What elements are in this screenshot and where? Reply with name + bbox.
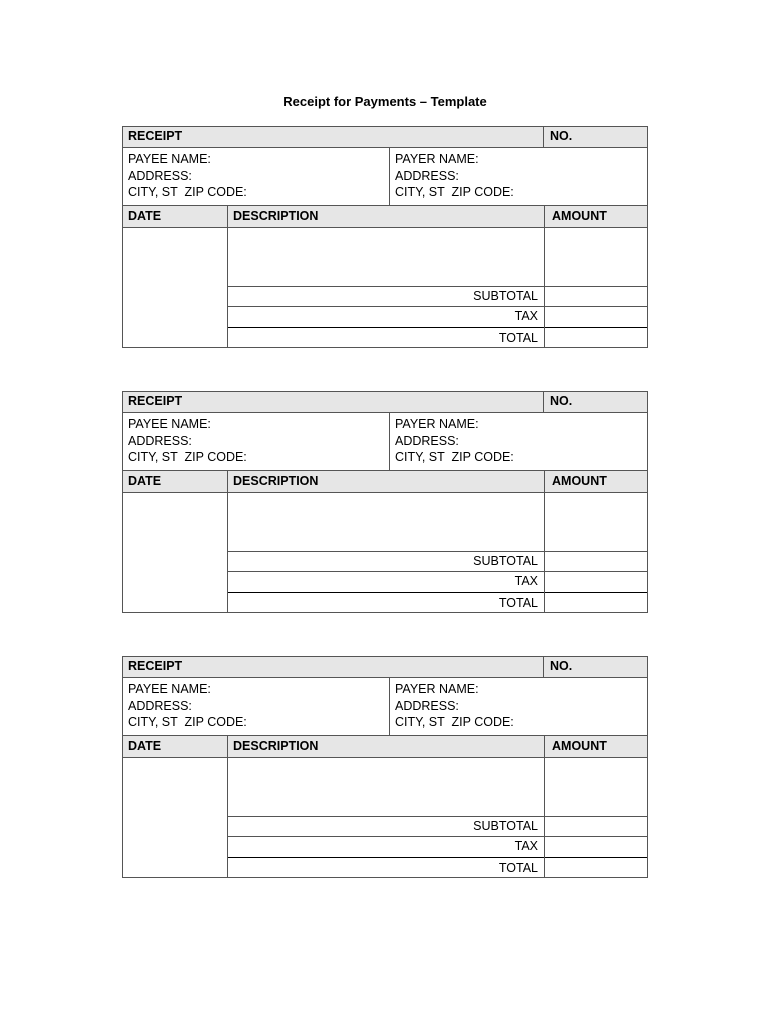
date-column-header: DATE (122, 205, 227, 227)
payer-city-label: CITY, ST ZIP CODE: (395, 185, 514, 199)
receipt-number-label: NO. (544, 391, 648, 412)
receipt-number-label: NO. (544, 656, 648, 677)
border-top (122, 126, 648, 127)
payee-address-label: ADDRESS: (128, 698, 192, 713)
payee-block[interactable] (122, 147, 389, 205)
tax-amount-cell[interactable] (545, 306, 648, 327)
payee-address-label: ADDRESS: (128, 433, 192, 448)
payee-address-label: ADDRESS: (128, 168, 192, 183)
amount-cell[interactable] (545, 492, 648, 551)
subtotal-amount-cell[interactable] (545, 816, 648, 836)
divider-party (389, 412, 390, 470)
border-top (122, 391, 648, 392)
border-left (122, 656, 123, 878)
amount-cell[interactable] (545, 757, 648, 816)
divider-number (543, 656, 544, 677)
description-column-header: DESCRIPTION (227, 470, 545, 492)
receipt-form (122, 126, 648, 348)
rule-description (227, 551, 648, 552)
tax-label: TAX (514, 309, 538, 323)
payee-name-label: PAYEE NAME: (128, 152, 211, 166)
amount-cell[interactable] (545, 227, 648, 286)
rule-header (122, 147, 648, 148)
subtotal-label: SUBTOTAL (473, 554, 538, 568)
rule-header (122, 677, 648, 678)
total-amount-cell[interactable] (545, 327, 648, 348)
total-amount-cell[interactable] (545, 857, 648, 878)
description-column-header: DESCRIPTION (227, 735, 545, 757)
payee-name-label: PAYEE NAME: (128, 417, 211, 431)
rule-subtotal (227, 571, 648, 572)
rule-tax (227, 592, 648, 593)
rule-subtotal (227, 836, 648, 837)
divider-date (227, 735, 228, 878)
divider-amount (544, 470, 545, 613)
receipt-label: RECEIPT (122, 126, 544, 147)
tax-label: TAX (514, 839, 538, 853)
divider-date (227, 205, 228, 348)
rule-tax (227, 327, 648, 328)
divider-party (389, 147, 390, 205)
receipt-number-label: NO. (544, 126, 648, 147)
divider-party (389, 677, 390, 735)
amount-column-header: AMOUNT (545, 205, 648, 227)
rule-tax (227, 857, 648, 858)
description-cell[interactable] (227, 227, 545, 286)
border-right (647, 126, 648, 348)
amount-column-header: AMOUNT (545, 735, 648, 757)
subtotal-label: SUBTOTAL (473, 289, 538, 303)
rule-description (227, 816, 648, 817)
border-bottom (122, 877, 648, 878)
payee-name-label: PAYEE NAME: (128, 682, 211, 696)
payer-address-label: ADDRESS: (395, 433, 459, 448)
payer-address-label: ADDRESS: (395, 698, 459, 713)
border-bottom (122, 347, 648, 348)
rule-party (122, 205, 648, 206)
border-top (122, 656, 648, 657)
divider-date (227, 470, 228, 613)
border-right (647, 391, 648, 613)
divider-number (543, 126, 544, 147)
total-label: TOTAL (498, 861, 538, 875)
subtotal-amount-cell[interactable] (545, 551, 648, 571)
description-column-header: DESCRIPTION (227, 205, 545, 227)
receipt-form (122, 391, 648, 613)
payer-block[interactable] (389, 147, 648, 205)
payer-city-label: CITY, ST ZIP CODE: (395, 715, 514, 729)
rule-subtotal (227, 306, 648, 307)
total-amount-cell[interactable] (545, 592, 648, 613)
subtotal-amount-cell[interactable] (545, 286, 648, 306)
payer-block[interactable] (389, 677, 648, 735)
divider-amount (544, 205, 545, 348)
payer-name-label: PAYER NAME: (395, 152, 479, 166)
border-bottom (122, 612, 648, 613)
border-left (122, 126, 123, 348)
payee-block[interactable] (122, 677, 389, 735)
rule-party (122, 735, 648, 736)
rule-columns (122, 757, 648, 758)
page-title: Receipt for Payments – Template (283, 94, 487, 109)
divider-amount (544, 735, 545, 878)
total-label: TOTAL (498, 596, 538, 610)
tax-amount-cell[interactable] (545, 836, 648, 857)
divider-number (543, 391, 544, 412)
border-left (122, 391, 123, 613)
rule-party (122, 470, 648, 471)
payee-city-label: CITY, ST ZIP CODE: (128, 715, 247, 729)
amount-column-header: AMOUNT (545, 470, 648, 492)
date-cell[interactable] (122, 757, 227, 878)
tax-amount-cell[interactable] (545, 571, 648, 592)
payee-city-label: CITY, ST ZIP CODE: (128, 185, 247, 199)
total-label: TOTAL (498, 331, 538, 345)
subtotal-label: SUBTOTAL (473, 819, 538, 833)
date-column-header: DATE (122, 470, 227, 492)
tax-label: TAX (514, 574, 538, 588)
payer-name-label: PAYER NAME: (395, 417, 479, 431)
date-cell[interactable] (122, 492, 227, 613)
rule-columns (122, 227, 648, 228)
description-cell[interactable] (227, 492, 545, 551)
payer-block[interactable] (389, 412, 648, 470)
payee-block[interactable] (122, 412, 389, 470)
rule-header (122, 412, 648, 413)
border-right (647, 656, 648, 878)
rule-description (227, 286, 648, 287)
date-column-header: DATE (122, 735, 227, 757)
payer-address-label: ADDRESS: (395, 168, 459, 183)
rule-columns (122, 492, 648, 493)
payer-name-label: PAYER NAME: (395, 682, 479, 696)
payee-city-label: CITY, ST ZIP CODE: (128, 450, 247, 464)
receipt-label: RECEIPT (122, 391, 544, 412)
receipt-form (122, 656, 648, 878)
payer-city-label: CITY, ST ZIP CODE: (395, 450, 514, 464)
receipt-label: RECEIPT (122, 656, 544, 677)
description-cell[interactable] (227, 757, 545, 816)
date-cell[interactable] (122, 227, 227, 348)
